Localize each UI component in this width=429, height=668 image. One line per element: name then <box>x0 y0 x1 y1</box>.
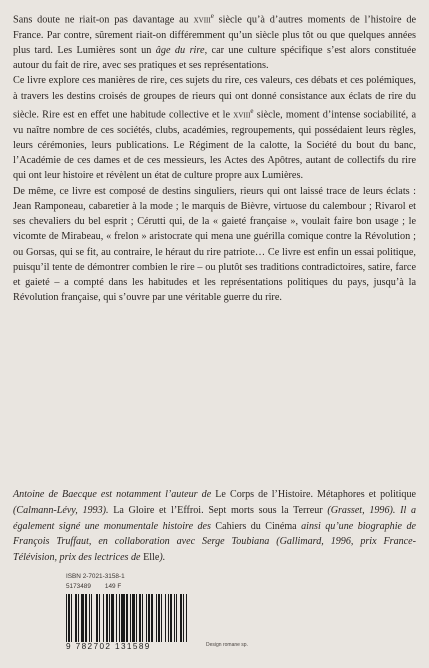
barcode-bar <box>75 594 77 642</box>
blurb-text-run: De même, ce livre est composé de destins singuliers, rieurs qui ont laissé trace de leurs éclats : Jean Ramponeau, cabaretier à la mode ; le marquis de Bièvre, virtuose du calembour ; Rivarol et ses chevaliers du bel esprit ; Cérutti qui, de la « gaieté française », voulait faire bon usage ; le vicomte de Mirabeau, « frelon » aristocrate qui mena une guérilla comique contre la Révolution ; ou Gorsas, qui se fit, au contraire, le héraut du rire patriote… Ce livre est enfin un essai politique, puisqu’il tente de démontrer combien le rire – ou plutôt ses traditions contradictoires, satire, farce et gaieté – a compté dans les habitudes et les représentations politiques du pays, jusqu’à la Révolution française, qui s’ouvre par une véritable guerre du rire. <box>13 185 416 304</box>
barcode-bar <box>103 594 104 642</box>
price: 149 F <box>104 583 122 590</box>
bio-text-run: Cahiers du Cinéma <box>215 520 297 532</box>
barcode-bar <box>68 594 70 642</box>
blurb-text-run: âge du rire <box>155 44 205 56</box>
barcode-bar <box>111 594 114 642</box>
barcode-bar <box>119 594 120 642</box>
barcode-bar <box>91 594 92 642</box>
barcode-bar <box>170 594 172 642</box>
barcode-bar <box>130 594 131 642</box>
bio-text-run: Elle <box>143 552 160 564</box>
barcode-bar <box>85 594 87 642</box>
superscript: e <box>250 106 254 115</box>
barcode-bar <box>78 594 79 642</box>
barcode-bar <box>148 594 150 642</box>
bio-text-run: (Calmann-Lévy, 1993). <box>13 504 114 516</box>
isbn-number: ISBN 2-7021-3158-1 <box>66 573 125 580</box>
bio-text-run: Antoine de Baecque est notamment l’auteur de <box>13 489 216 500</box>
blurb-text-run: xviii <box>233 109 251 121</box>
barcode-bar <box>156 594 157 642</box>
barcode-digits: 9 782702 131589 <box>66 642 151 651</box>
barcode <box>66 594 189 642</box>
barcode-bar <box>174 594 175 642</box>
blurb-text-run: siècle, moment d’intense sociabilité, a vu naître nombre de ces sociétés, clubs, académies, regroupements, qui possédaient leurs règles, leurs cérémonies, leurs publications. Le Régiment de la calotte, la Société du bout du banc, l’Académie de ces dames et de ces messieurs, les Actes des Apôtres, autant de collectifs du rire qui ont leur histoire et révèlent un état de culture propre aux Lumières. <box>13 109 416 182</box>
barcode-bar <box>132 594 135 642</box>
author-bio <box>13 487 416 566</box>
barcode-bar <box>186 594 187 642</box>
superscript: e <box>210 12 214 20</box>
bio-text-run: (Grasset, 1996). Il a également signé une monumentale histoire des <box>13 504 416 532</box>
blurb-paragraph <box>13 184 416 306</box>
barcode-bar <box>71 594 72 642</box>
blurb-text-run: Sans doute ne riait-on pas davantage au <box>13 14 194 26</box>
isbn-block <box>66 572 216 592</box>
bio-text-run: ). <box>159 552 166 564</box>
barcode-bar <box>168 594 169 642</box>
barcode-bar <box>121 594 125 642</box>
design-credit: Design romane sp. <box>206 642 248 648</box>
barcode-bar <box>161 594 162 642</box>
barcode-bar <box>158 594 160 642</box>
barcode-bar <box>136 594 137 642</box>
blurb-text-run: siècle qu’à d’autres moments de l’histoire de France. Par contre, sûrement riait-on différemment qu’un siècle plus tôt ou que quelques années plus tard. Les Lumières sont un <box>13 14 416 56</box>
barcode-bar <box>176 594 177 642</box>
code-price-line <box>66 582 216 592</box>
barcode-bar <box>81 594 84 642</box>
bio-text-run: La Gloire et l’Effroi. Sept morts sous la Terreur <box>113 504 323 516</box>
barcode-bar <box>146 594 147 642</box>
barcode-bar <box>109 594 110 642</box>
blurb-text-run: , car une culture spécifique s’est alors constituée autour du fait de rire, avec ses pratiques et ses représentations. <box>13 44 416 72</box>
blurb-text-run: xviii <box>193 14 211 26</box>
blurb-text <box>13 9 416 306</box>
barcode-bar <box>126 594 128 642</box>
blurb-paragraph <box>13 73 416 183</box>
bio-text-run: Le Corps de l’Histoire. Métaphores et politique <box>215 489 416 500</box>
barcode-bar <box>89 594 90 642</box>
blurb-text-run: Ce livre explore ces manières de rire, ces sujets du rire, ces valeurs, ces débats et ces polémiques, à travers les destins croisés de groupes de rieurs qui ont donné consistance aux éclats de rire du siècle. Rire est en effet une habitude collective et le <box>13 75 416 121</box>
barcode-bar <box>165 594 166 642</box>
barcode-bar <box>180 594 182 642</box>
bio-text-run: ainsi qu’une biographie de François Truffaut, en collaboration avec Serge Toubiana (Gallimard, 1996, prix France-Télévision, prix des lectrices de <box>13 520 416 564</box>
barcode-bar <box>183 594 184 642</box>
barcode-bar <box>99 594 100 642</box>
barcode-bar <box>116 594 117 642</box>
barcode-bar <box>151 594 153 642</box>
barcode-bar <box>139 594 141 642</box>
barcode-bar <box>96 594 98 642</box>
barcode-bar <box>66 594 67 642</box>
product-code: 5173489 <box>66 583 91 590</box>
barcode-bar <box>142 594 143 642</box>
blurb-paragraph <box>13 9 416 73</box>
barcode-bar <box>106 594 108 642</box>
